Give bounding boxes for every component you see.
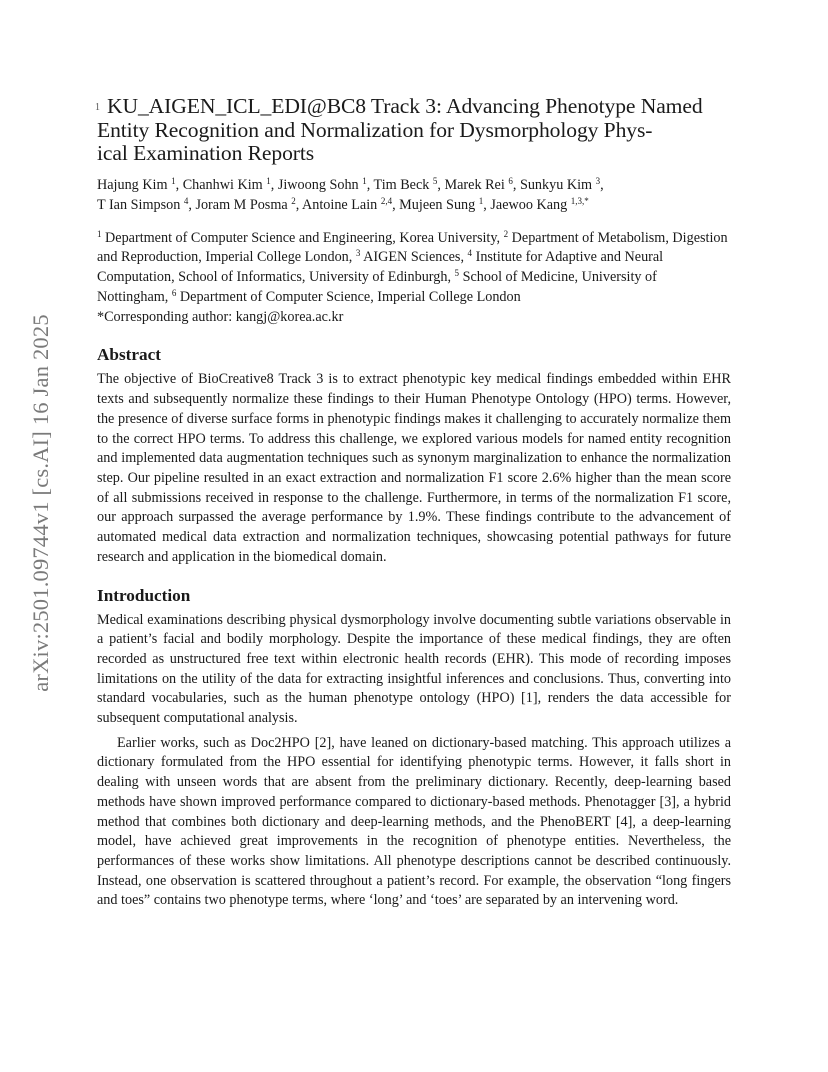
- author-name: Marek Rei: [444, 176, 505, 193]
- author-affiliation-sup: 2: [291, 195, 296, 206]
- affiliation-number: 5: [454, 268, 460, 279]
- author-separator: ,: [175, 176, 183, 193]
- author-name: Antoine Lain: [302, 196, 378, 213]
- author-name: Jaewoo Kang: [490, 196, 568, 213]
- affiliation-text: School of Medicine, University of Nottingham,: [97, 269, 657, 305]
- author-separator: ,: [437, 176, 445, 193]
- corresponding-author: *Corresponding author: kangj@korea.ac.kr: [97, 308, 344, 325]
- author-affiliation-sup: 1: [478, 195, 484, 206]
- author-name: Mujeen Sung: [399, 196, 476, 213]
- title-block: [97, 95, 731, 166]
- title-footnote-marker: 1: [95, 102, 100, 113]
- title-line-3: ical Examination Reports: [97, 141, 315, 165]
- author-name: Hajung Kim: [97, 176, 168, 193]
- abstract-heading: Abstract: [97, 345, 161, 365]
- author-affiliation-sup: 1,3,*: [570, 195, 589, 206]
- author-name: Sunkyu Kim: [519, 176, 593, 193]
- affiliation-text: Department of Metabolism, Digestion and Reproduction, Imperial College London,: [97, 229, 728, 266]
- author-separator: ,: [392, 196, 400, 213]
- affiliation-number: 1: [97, 228, 102, 239]
- author-separator: ,: [188, 196, 196, 213]
- author-name: Chanhwi Kim: [182, 176, 263, 193]
- paper-title: [97, 95, 731, 166]
- author-affiliation-sup: 6: [508, 175, 513, 186]
- author-affiliation-sup: 4: [183, 195, 189, 206]
- title-line-2: Entity Recognition and Normalization for Dysmorphology Phys-: [97, 117, 653, 142]
- author-separator: ,: [512, 176, 520, 193]
- author-name: Joram M Posma: [195, 196, 288, 213]
- affiliation-text: Institute for Adaptive and Neural Computation, School of Informatics, University of Edinburgh,: [97, 249, 664, 286]
- author-name: Jiwoong Sohn: [277, 176, 359, 193]
- paper-body: [97, 95, 731, 911]
- author-separator: ,: [270, 176, 278, 193]
- author-separator: ,: [600, 176, 604, 193]
- author-affiliation-sup: 1: [362, 175, 367, 186]
- intro-paragraph-2: Earlier works, such as Doc2HPO [2], have leaned on dictionary-based matching. This approach utilizes a dictionary formulated from the HPO essential for identifying phenotypic terms. However, it falls short in dealing with unseen words that are absent from the preliminary dictionary. Recently, deep-learning based methods have shown improved performance compared to dictionary-based methods. Phenotagger [3], a hybrid method that combines both dictionary and deep-learning methods, and the PhenoBERT [4], a deep-learning model, have achieved great improvements in the recognition of phenotype entities. Nevertheless, the performances of these works show limitations. All phenotype descriptions cannot be described continuously. Instead, one observation is scattered throughout a patient’s record. For example, the observation “long fingers and toes” contains two phenotype terms, where ‘long’ and ‘toes’ are separated by an intervening word.: [97, 734, 731, 909]
- author-affiliation-sup: 5: [432, 175, 438, 186]
- affiliation-number: 3: [355, 248, 361, 259]
- affiliation-number: 2: [503, 228, 509, 239]
- affiliation-number: 4: [467, 248, 473, 259]
- affiliation-number: 6: [171, 287, 177, 298]
- author-affiliation-sup: 3: [595, 175, 601, 186]
- abstract-text: The objective of BioCreative8 Track 3 is to extract phenotypic key medical findings embedded within EHR texts and subsequently normalize these findings to their Human Phenotype Ontology (HPO) terms. However, the presence of diverse surface forms in phenotypic findings makes it challenging to accurately normalize them to the correct HPO terms. To address this challenge, we explored various models for named entity recognition and implemented data augmentation techniques such as synonym marginalization to enhance the normalization step. Our pipeline resulted in an exact extraction and normalization F1 score 2.6% higher than the mean score of all submissions received in response to the challenge. Furthermore, in terms of the normalization F1 score, our approach surpassed the average performance by 1.9%. These findings contribute to the advancement of automated medical data extraction and normalization techniques, showcasing potential pathways for future research and application in the biomedical domain.: [97, 371, 731, 565]
- affiliation-text: Department of Computer Science, Imperial College London: [179, 288, 521, 305]
- affiliations-block: [97, 229, 731, 328]
- author-separator: ,: [366, 176, 374, 193]
- title-line-1: KU_AIGEN_ICL_EDI@BC8 Track 3: Advancing Phenotype Named: [107, 94, 703, 118]
- affiliation-text: Department of Computer Science and Engineering, Korea University,: [105, 229, 504, 246]
- author-separator: ,: [295, 196, 303, 213]
- author-name: T Ian Simpson: [97, 196, 181, 213]
- introduction-heading: Introduction: [97, 585, 191, 605]
- arxiv-id-label: arXiv:2501.09744v1 [cs.AI] 16 Jan 2025: [28, 313, 53, 692]
- intro-paragraph-1: Medical examinations describing physical dysmorphology involve documenting subtle variations observable in a patient’s facial and bodily morphology. Despite the importance of these medical findings, they are often recorded as unstructured free text within electronic health records (EHR). This mode of recording imposes limitations on the utility of the data for extracting insightful inferences and conclusions. Thus, converting into standard vocabularies, such as the human phenotype ontology (HPO) [1], renders the data accessible for subsequent computational analysis.: [97, 611, 731, 727]
- affiliations: [97, 230, 728, 305]
- author-affiliation-sup: 2,4: [380, 195, 393, 206]
- author-affiliation-sup: 1: [266, 175, 271, 186]
- arxiv-sidebar-stamp: [26, 270, 56, 735]
- author-list: [97, 175, 731, 215]
- author-affiliation-sup: 1: [171, 175, 176, 186]
- author-name: Tim Beck: [373, 176, 430, 193]
- affiliation-text: AIGEN Sciences,: [363, 249, 468, 266]
- author-separator: ,: [483, 196, 491, 213]
